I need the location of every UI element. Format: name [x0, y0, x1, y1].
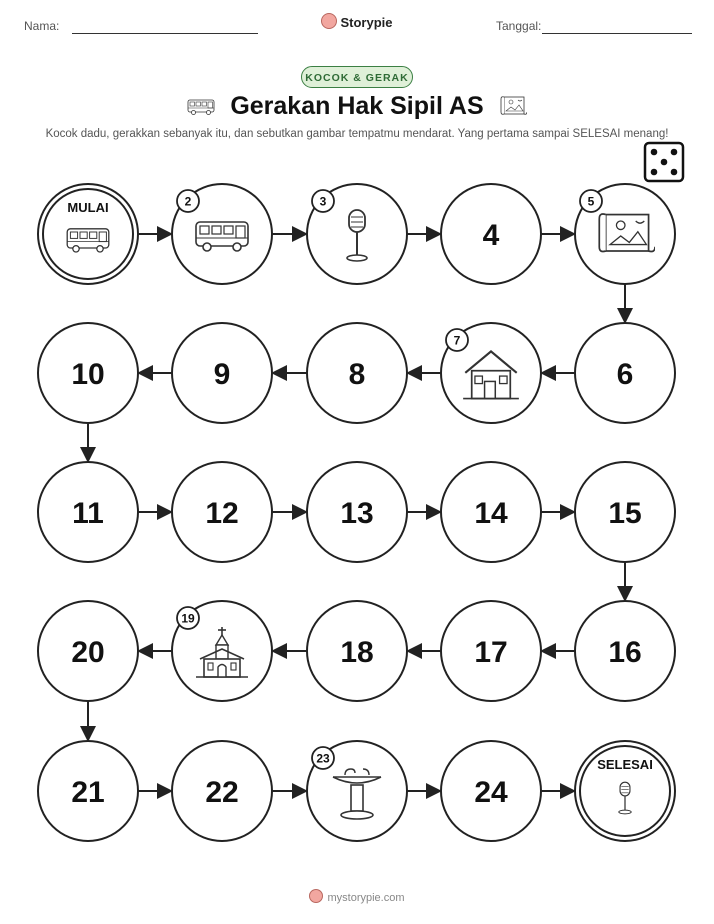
- board-space-7: [441, 323, 541, 423]
- footer: [0, 889, 714, 904]
- space-number: 11: [72, 497, 104, 530]
- space-number: 21: [71, 776, 105, 809]
- board-space-10: [38, 323, 138, 423]
- space-number: 20: [71, 636, 105, 669]
- start-space: [38, 184, 138, 284]
- board-space-21: [38, 741, 138, 841]
- bus-icon: [67, 229, 109, 252]
- space-number-badge: 19: [181, 611, 195, 626]
- space-number: 8: [348, 358, 366, 391]
- space-number-badge: 2: [184, 194, 192, 209]
- activity-badge: KOCOK & GERAK: [301, 66, 413, 88]
- board-space-15: [575, 462, 675, 562]
- bus-icon: [188, 100, 214, 115]
- board-space-9: [172, 323, 272, 423]
- board-space-2: [172, 184, 272, 284]
- finish-space: [575, 741, 675, 841]
- board-space-24: [441, 741, 541, 841]
- space-number: 10: [71, 358, 105, 391]
- board-space-8: [307, 323, 407, 423]
- date-label: Tanggal:: [496, 19, 542, 33]
- space-number: 18: [340, 636, 374, 669]
- board-space-13: [307, 462, 407, 562]
- board-space-4: [441, 184, 541, 284]
- space-number-badge: 5: [587, 194, 595, 209]
- board-space-17: [441, 601, 541, 701]
- map-scroll-icon: [501, 97, 527, 115]
- board-space-16: [575, 601, 675, 701]
- space-label: MULAI: [67, 200, 109, 215]
- space-number-badge: 7: [453, 333, 461, 348]
- name-label: Nama:: [24, 19, 60, 33]
- map-scroll-icon: [599, 214, 655, 252]
- space-number: 16: [608, 636, 642, 669]
- footer-url: mystorypie.com: [327, 892, 405, 904]
- page-title: Gerakan Hak Sipil AS: [230, 92, 484, 120]
- space-number: 13: [340, 497, 374, 530]
- storypie-logo-icon: [309, 889, 323, 903]
- space-number: 9: [213, 358, 231, 391]
- board-spaces: [38, 184, 675, 841]
- board-space-11: [38, 462, 138, 562]
- space-number: 12: [205, 497, 239, 530]
- space-number: 24: [474, 776, 508, 809]
- board-space-6: [575, 323, 675, 423]
- board-space-23: [307, 741, 407, 841]
- instructions: Kocok dadu, gerakkan sebanyak itu, dan sebutkan gambar tempatmu mendarat. Yang pertama sampai SELESAI menang!: [45, 128, 669, 140]
- board-space-5: [575, 184, 675, 284]
- board-space-12: [172, 462, 272, 562]
- space-number-badge: 23: [316, 751, 330, 766]
- space-number-badge: 3: [319, 194, 327, 209]
- space-number: 22: [205, 776, 239, 809]
- space-number: 14: [474, 497, 508, 530]
- board-space-18: [307, 601, 407, 701]
- board-space-20: [38, 601, 138, 701]
- board-space-3: [307, 184, 407, 284]
- space-number: 6: [616, 358, 634, 391]
- dice-five-icon: [645, 143, 683, 181]
- board-space-22: [172, 741, 272, 841]
- space-number: 4: [482, 219, 500, 252]
- space-number: 17: [474, 636, 508, 669]
- board-space-19: [172, 601, 272, 701]
- brand-name: Storypie: [340, 15, 393, 30]
- space-number: 15: [608, 497, 642, 530]
- bus-icon: [196, 222, 248, 251]
- space-label: SELESAI: [597, 757, 653, 772]
- board-space-14: [441, 462, 541, 562]
